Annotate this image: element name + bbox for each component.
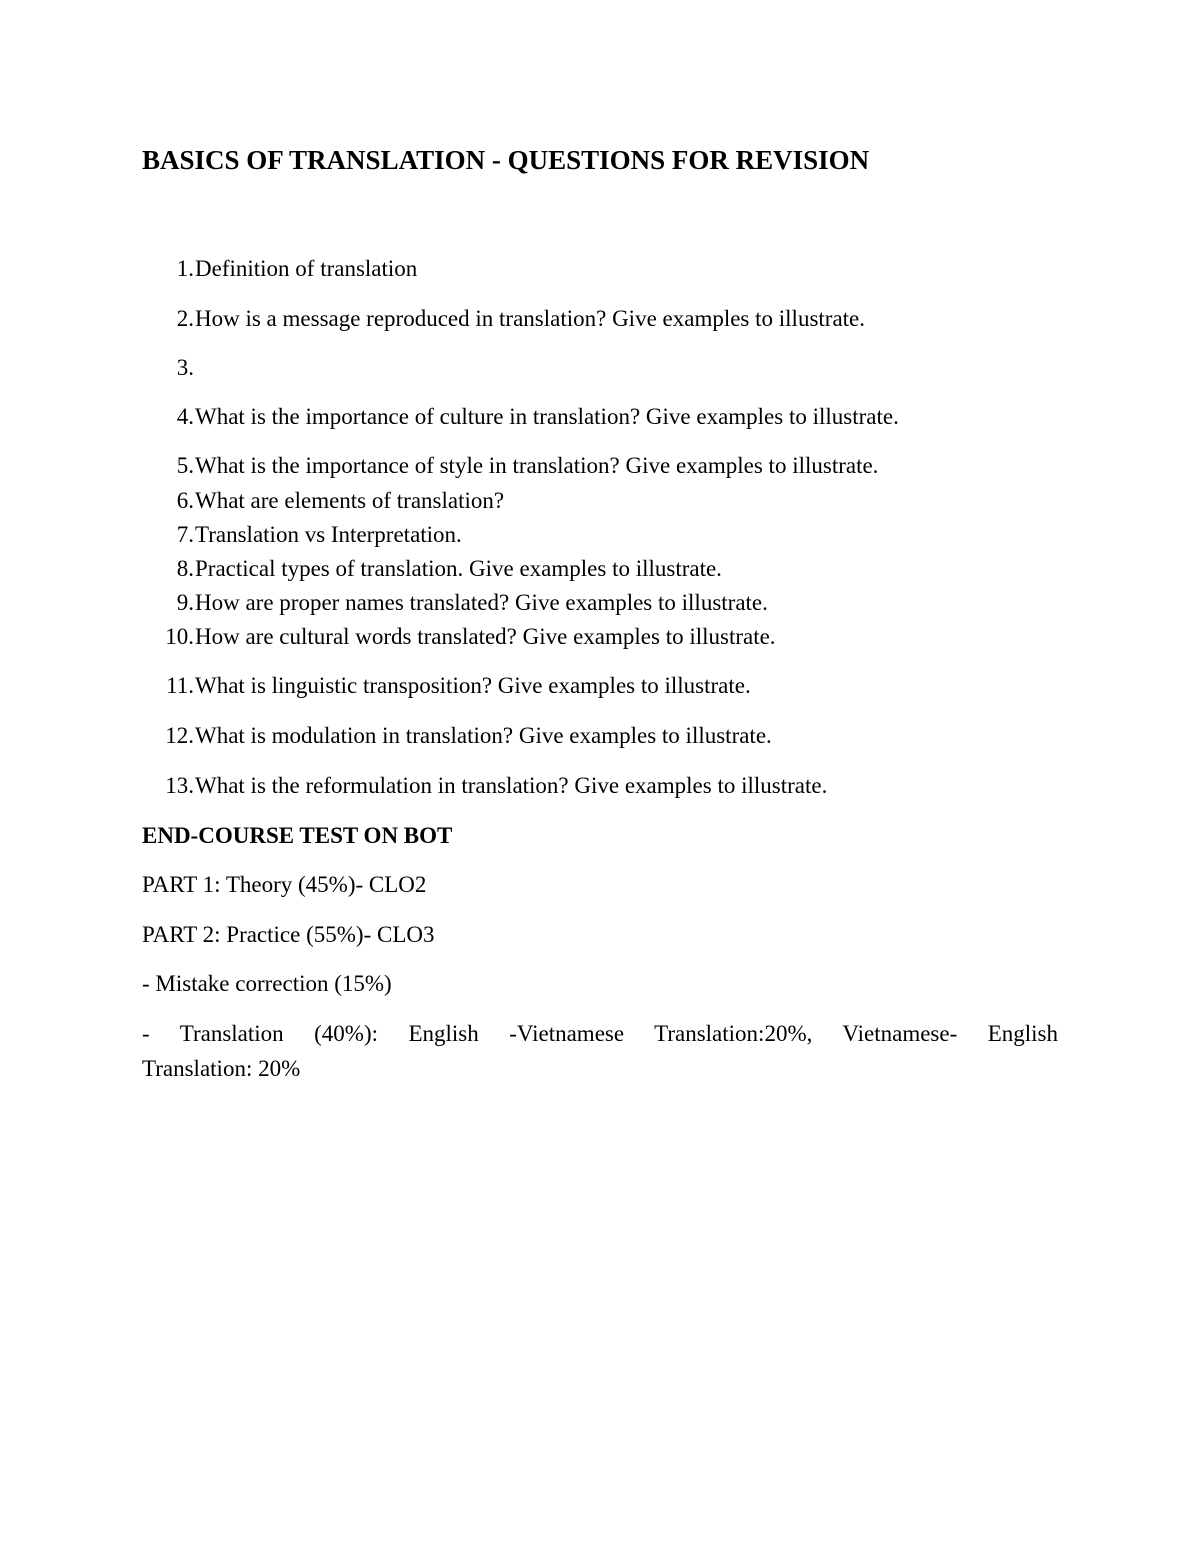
list-item xyxy=(142,623,776,651)
list-item xyxy=(142,487,505,515)
list-item-text: How is a message reproduced in translation? Give examples to illustrate. xyxy=(195,306,865,331)
list-item xyxy=(142,403,899,431)
list-item-text: How are proper names translated? Give examples to illustrate. xyxy=(195,590,768,615)
list-item-text: What are elements of translation? xyxy=(195,488,505,513)
list-item-number: 12. xyxy=(165,723,194,748)
list-item-number: 11. xyxy=(166,673,194,698)
list-item xyxy=(142,672,751,700)
mistake-correction-line: - Mistake correction (15%) xyxy=(142,971,392,996)
list-item-text: Translation vs Interpretation. xyxy=(195,522,462,547)
list-item-text: What is modulation in translation? Give examples to illustrate. xyxy=(195,723,772,748)
test-heading: END-COURSE TEST ON BOT xyxy=(142,823,453,848)
translation-line-continued: Translation: 20% xyxy=(142,1056,301,1081)
part-2-line: PART 2: Practice (55%)- CLO3 xyxy=(142,922,435,947)
part-1-line: PART 1: Theory (45%)- CLO2 xyxy=(142,872,427,897)
list-item-number: 4. xyxy=(176,404,194,429)
list-item-text: How are cultural words translated? Give examples to illustrate. xyxy=(195,624,776,649)
list-item-text: What is the importance of style in translation? Give examples to illustrate. xyxy=(195,453,879,478)
list-item xyxy=(142,521,462,549)
list-item xyxy=(142,772,828,800)
list-item-text: What is the importance of culture in translation? Give examples to illustrate. xyxy=(195,404,899,429)
list-item-number: 10. xyxy=(165,624,194,649)
list-item-text: Definition of translation xyxy=(195,256,418,281)
list-item-number: 2. xyxy=(176,306,194,331)
list-item-number: 13. xyxy=(165,773,194,798)
list-item xyxy=(142,354,194,382)
list-item xyxy=(142,305,865,333)
list-item-text: Practical types of translation. Give examples to illustrate. xyxy=(195,556,722,581)
list-item xyxy=(142,589,768,617)
list-item-text: What is the reformulation in translation? Give examples to illustrate. xyxy=(195,773,828,798)
list-item-number: 9. xyxy=(176,590,194,615)
list-item-text: What is linguistic transposition? Give examples to illustrate. xyxy=(195,673,751,698)
list-item-number: 1. xyxy=(176,256,194,281)
document-title: BASICS OF TRANSLATION - QUESTIONS FOR REVISION xyxy=(142,145,870,175)
list-item xyxy=(142,722,772,750)
list-item xyxy=(142,255,418,283)
list-item xyxy=(142,452,879,480)
list-item xyxy=(142,555,722,583)
list-item-number: 6. xyxy=(176,488,194,513)
list-item-number: 7. xyxy=(176,522,194,547)
list-item-number: 8. xyxy=(176,556,194,581)
list-item-number: 5. xyxy=(176,453,194,478)
translation-line: - Translation (40%): English -Vietnamese Translation:20%, Vietnamese- English xyxy=(142,1021,1058,1046)
list-item-number: 3. xyxy=(176,355,194,380)
